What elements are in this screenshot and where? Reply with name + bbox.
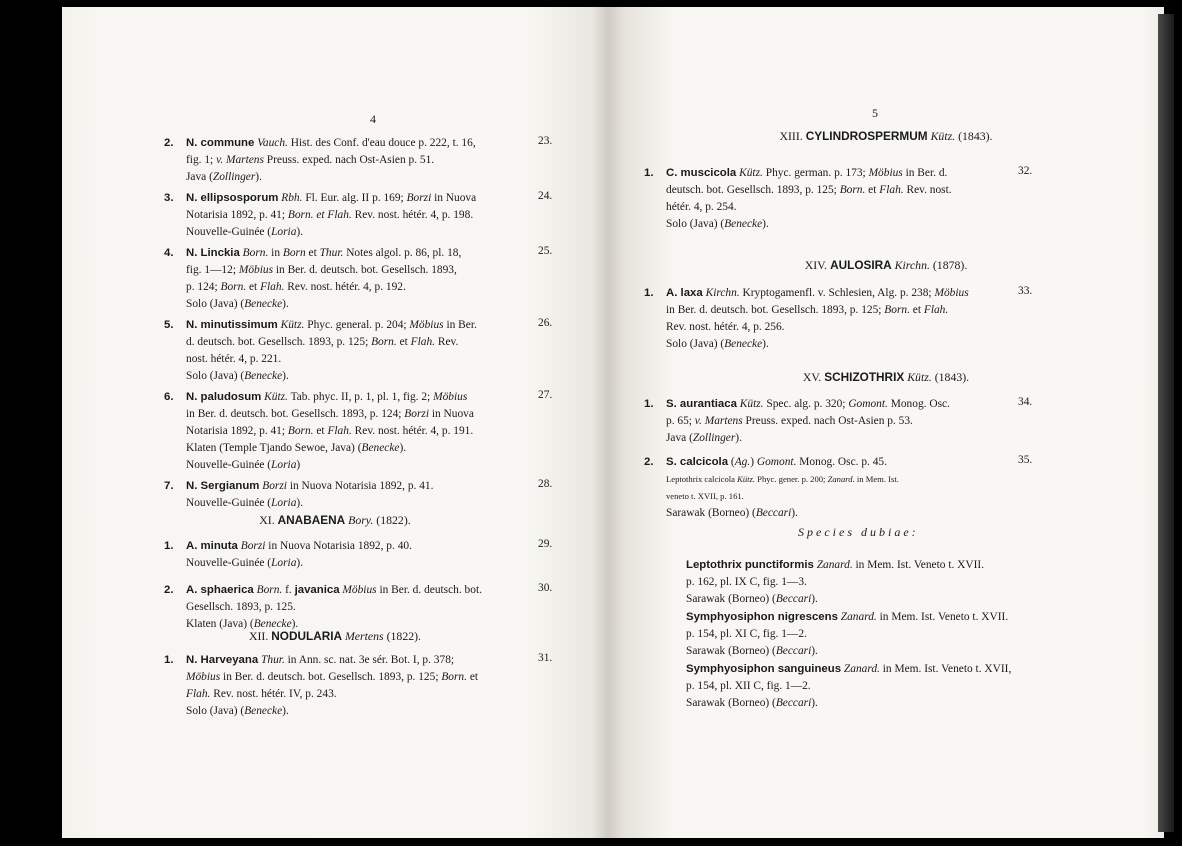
citation-text: Notarisia 1892, p. 41;	[186, 209, 288, 221]
citation-text: in Ber. d. deutsch. bot.	[376, 584, 482, 596]
author-citation: v. Martens	[216, 154, 264, 166]
citation-text: Preuss. exped. nach Ost-Asien p. 53.	[742, 415, 913, 427]
author-citation: Born. et Flah.	[287, 209, 352, 221]
running-number: 23.	[538, 135, 553, 147]
citation-text: Klaten (Temple Tjando Sewoe, Java) (	[186, 442, 362, 454]
citation-text: in Mem. Ist. Veneto t. XVII,	[879, 663, 1012, 675]
section-title-xi: XI. ANABAENA Bory. (1822).	[259, 513, 411, 527]
book-edge-shadow	[1158, 14, 1174, 832]
citation-text: ).	[762, 218, 769, 230]
text-line	[186, 457, 474, 474]
species-entry	[644, 285, 969, 353]
author-citation: Benecke	[244, 298, 283, 310]
section-title-xiv: XIV. AULOSIRA Kirchn. (1878).	[804, 258, 968, 272]
citation-text: Sarawak (Borneo) (	[686, 593, 776, 605]
author-citation: Flah.	[186, 688, 211, 700]
author-citation: Beccari	[775, 645, 812, 657]
entry-body	[666, 285, 969, 353]
author-citation: Kütz.	[264, 391, 288, 403]
citation-text: in Nuova Notarisia 1892, p. 40.	[265, 540, 412, 552]
text-line	[686, 695, 1011, 712]
entry-number: 1.	[644, 287, 654, 299]
citation-text: Solo (Java) (	[666, 218, 725, 230]
author-citation: Möbius	[409, 319, 444, 331]
text-line	[186, 440, 474, 457]
text-line	[686, 661, 1011, 678]
citation-text: in Mem. Ist. Veneto t. XVII.	[852, 559, 985, 571]
entry-body	[186, 135, 476, 186]
entry-number: 1.	[164, 654, 174, 666]
running-number: 33.	[1018, 285, 1033, 297]
running-number: 32.	[1018, 165, 1033, 177]
citation-text: Phyc. gener. p. 200;	[755, 474, 828, 484]
citation-text: Rev. nost.	[903, 184, 952, 196]
species-entry	[164, 389, 474, 474]
running-number: 34.	[1018, 396, 1033, 408]
text-line	[186, 296, 461, 313]
author-citation: Zollinger	[692, 432, 736, 444]
author-citation: Born.	[839, 184, 866, 196]
text-line	[666, 216, 952, 233]
citation-text: )	[750, 456, 757, 468]
right-page	[608, 7, 1164, 838]
citation-text: (	[728, 456, 735, 468]
entry-number: 6.	[164, 391, 174, 403]
text-line	[186, 224, 476, 241]
text-line	[186, 245, 461, 262]
citation-text: et	[313, 425, 328, 437]
entry-number: 1.	[644, 167, 654, 179]
author-citation: Benecke	[244, 705, 283, 717]
running-number: 26.	[538, 317, 553, 329]
running-number: 29.	[538, 538, 553, 550]
text-line	[666, 302, 969, 319]
citation-text: in Ber. d. deutsch. bot. Gesellsch. 1893,	[273, 264, 457, 276]
text-line	[666, 199, 952, 216]
text-line	[186, 669, 478, 686]
author-citation: Möbius	[934, 287, 969, 299]
citation-text: in Ber. d.	[902, 167, 948, 179]
text-line	[186, 351, 477, 368]
author-citation: Zanard.	[840, 611, 877, 623]
citation-text: Rev. nost. hétér. 4, p. 191.	[351, 425, 474, 437]
text-line	[186, 207, 476, 224]
author-citation: Benecke	[724, 218, 763, 230]
running-number: 27.	[538, 389, 553, 401]
page-number: 4	[370, 112, 376, 126]
author-citation: Ag.	[734, 456, 751, 468]
text-line	[186, 616, 482, 633]
entry-body	[186, 389, 474, 474]
entry-body	[666, 165, 952, 233]
text-line	[666, 182, 952, 199]
citation-text: p. 65;	[666, 415, 695, 427]
species-entry	[164, 135, 476, 186]
citation-text: in Ann. sc. nat. 3e sér. Bot. I, p. 378;	[284, 654, 455, 666]
text-line	[686, 609, 1008, 626]
text-line	[186, 279, 461, 296]
citation-text: Java (	[186, 171, 213, 183]
author-citation: Borzi	[240, 540, 266, 552]
author-citation: Flah.	[327, 425, 352, 437]
author-citation: Loria	[271, 497, 297, 509]
text-line	[186, 495, 433, 512]
author-citation: Kirchn.	[705, 287, 740, 299]
citation-text: Tab. phyc. II, p. 1, pl. 1, fig. 2;	[287, 391, 434, 403]
entry-number: 4.	[164, 247, 174, 259]
text-line	[186, 152, 476, 169]
citation-text: ).	[762, 338, 769, 350]
left-page	[62, 7, 608, 838]
author-citation: Vauch.	[257, 137, 288, 149]
citation-text: Solo (Java) (	[666, 338, 725, 350]
citation-text: Sarawak (Borneo) (	[666, 507, 756, 519]
text-line	[186, 703, 478, 720]
text-line	[666, 488, 899, 505]
author-citation: Beccari	[775, 697, 812, 709]
citation-text: Rev. nost. hétér. 4, p. 256.	[666, 321, 785, 333]
citation-text: Leptothrix calcicola	[666, 474, 738, 484]
text-line	[666, 336, 969, 353]
species-entry	[164, 538, 412, 572]
entry-body	[186, 582, 482, 633]
author-citation: Loria	[271, 226, 297, 238]
author-citation: Born	[282, 247, 306, 259]
taxon-name: N. Sergianum	[186, 480, 260, 492]
entry-body	[186, 538, 412, 572]
citation-text: et	[246, 281, 261, 293]
citation-text: ).	[255, 171, 262, 183]
citation-text: ).	[791, 507, 798, 519]
entry-body	[186, 652, 478, 720]
entry-number: 2.	[644, 456, 654, 468]
citation-text: Phyc. german. p. 173;	[762, 167, 869, 179]
taxon-name: N. minutissimum	[186, 319, 278, 331]
citation-text: Rev.	[435, 336, 459, 348]
citation-text: in Mem. Ist. Veneto t. XVII.	[876, 611, 1009, 623]
dubious-species-entry	[686, 661, 1011, 712]
species-entry	[164, 190, 477, 241]
taxon-name: Symphyosiphon sanguineus	[686, 663, 842, 675]
citation-text: Preuss. exped. nach Ost-Asien p. 51.	[263, 154, 435, 166]
citation-text: ).	[296, 497, 304, 509]
section-title-xii: XII. NODULARIA Mertens (1822).	[248, 629, 422, 643]
author-citation: Thur.	[261, 654, 285, 666]
author-citation: Loria	[271, 459, 297, 471]
author-citation: v. Martens	[694, 415, 743, 427]
taxon-name: A. minuta	[186, 540, 238, 552]
text-line	[666, 454, 899, 471]
author-citation: Flah.	[410, 336, 436, 348]
citation-text: ).	[399, 442, 407, 454]
text-line	[666, 430, 950, 447]
citation-text: et	[396, 336, 411, 348]
citation-text: Rev. nost. hétér. 4, p. 198.	[351, 209, 474, 221]
text-line	[686, 643, 1008, 660]
citation-text: p. 154, pl. XI C, fig. 1—2.	[686, 628, 807, 640]
species-entry	[644, 454, 899, 522]
text-line	[186, 538, 412, 555]
taxon-name: S. aurantiaca	[666, 398, 737, 410]
text-line	[186, 190, 476, 207]
taxon-name: A. laxa	[666, 287, 703, 299]
entry-body	[186, 245, 461, 313]
text-line	[186, 582, 482, 599]
citation-text: Phyc. general. p. 204;	[304, 319, 410, 331]
text-line	[686, 557, 984, 574]
citation-text: fig. 1—12;	[186, 264, 239, 276]
author-citation: Möbius	[238, 264, 274, 276]
text-line	[186, 555, 412, 572]
author-citation: Flah.	[879, 184, 904, 196]
entry-number: 1.	[164, 540, 174, 552]
text-line	[186, 423, 474, 440]
author-citation: Born.	[242, 247, 269, 259]
author-citation: Borzi	[404, 408, 429, 420]
taxon-name: A. sphaerica	[186, 584, 254, 596]
citation-text: f.	[282, 584, 295, 596]
text-line	[186, 652, 478, 669]
citation-text: et	[305, 247, 320, 259]
citation-text: in	[268, 247, 283, 259]
page-number: 5	[872, 106, 878, 120]
taxon-name: N. ellipsosporum	[186, 192, 279, 204]
citation-text: et	[909, 304, 924, 316]
author-citation: Rbh.	[281, 192, 303, 204]
author-citation: Borzi	[406, 192, 432, 204]
citation-text: Klaten (Java) (	[186, 618, 254, 630]
text-line	[666, 396, 950, 413]
text-line	[186, 406, 474, 423]
citation-text: Sarawak (Borneo) (	[686, 645, 776, 657]
citation-text: in Nuova Notarisia 1892, p. 41.	[286, 480, 434, 492]
citation-text: ).	[735, 432, 742, 444]
author-citation: Born.	[287, 425, 314, 437]
author-citation: Möbius	[186, 671, 221, 683]
taxon-name: javanica	[294, 584, 340, 596]
citation-text: in Ber. d. deutsch. bot. Gesellsch. 1893, p. 125;	[220, 671, 442, 683]
citation-text: Notarisia 1892, p. 41;	[186, 425, 288, 437]
taxon-name: Leptothrix punctiformis	[686, 559, 814, 571]
citation-text: ).	[811, 697, 818, 709]
author-citation: Loria	[271, 557, 297, 569]
text-line	[666, 505, 899, 522]
species-entry	[164, 652, 479, 720]
citation-text: veneto t. XVII, p. 161.	[666, 491, 744, 501]
author-citation: Zanard.	[816, 559, 853, 571]
entry-body	[186, 478, 433, 512]
citation-text: ).	[296, 557, 304, 569]
citation-text: Rev. nost. hétér. IV, p. 243.	[210, 688, 337, 700]
author-citation: Möbius	[433, 391, 468, 403]
author-citation: Born.	[371, 336, 397, 348]
author-citation: Flah.	[260, 281, 285, 293]
text-line	[186, 334, 477, 351]
running-number: 25.	[538, 245, 553, 257]
dubious-species-entry	[686, 609, 1008, 660]
author-citation: Born.	[441, 671, 467, 683]
text-line	[666, 413, 950, 430]
citation-text: d. deutsch. bot. Gesellsch. 1893, p. 125;	[186, 336, 372, 348]
running-number: 30.	[538, 582, 553, 594]
citation-text: et	[865, 184, 880, 196]
author-citation: Kütz.	[280, 319, 305, 331]
citation-text: Nouvelle-Guinée (	[186, 497, 272, 509]
citation-text: Gesellsch. 1893, p. 125.	[186, 601, 296, 613]
citation-text: Java (	[666, 432, 693, 444]
running-number: 35.	[1018, 454, 1033, 466]
citation-text: Kryptogamenfl. v. Schlesien, Alg. p. 238;	[739, 287, 935, 299]
section-title-xiii: XIII. CYLINDROSPERMUM Kütz. (1843).	[779, 129, 993, 143]
citation-text: Solo (Java) (	[186, 370, 245, 382]
taxon-name: S. calcicola	[666, 456, 729, 468]
entry-number: 1.	[644, 398, 654, 410]
citation-text: deutsch. bot. Gesellsch. 1893, p. 125;	[666, 184, 840, 196]
text-line	[186, 478, 433, 495]
citation-text: hétér. 4, p. 254.	[666, 201, 737, 213]
author-citation: Kütz.	[739, 398, 764, 410]
citation-text: Monog. Osc.	[887, 398, 950, 410]
citation-text: ).	[811, 593, 818, 605]
author-citation: Thur.	[319, 247, 344, 259]
taxon-name: N. paludosum	[186, 391, 262, 403]
taxon-name: N. Linckia	[186, 247, 240, 259]
author-citation: Zanard.	[827, 474, 855, 484]
author-citation: Flah.	[923, 304, 949, 316]
author-citation: Zanard.	[843, 663, 880, 675]
text-line	[686, 591, 984, 608]
citation-text: Monog. Osc. p. 45.	[796, 456, 887, 468]
author-citation: Born.	[884, 304, 910, 316]
taxon-name: C. muscicola	[666, 167, 737, 179]
citation-text: p. 154, pl. XII C, fig. 1—2.	[686, 680, 811, 692]
text-line	[186, 169, 476, 186]
citation-text: Sarawak (Borneo) (	[686, 697, 776, 709]
entry-number: 3.	[164, 192, 174, 204]
author-citation: Born.	[256, 584, 283, 596]
text-line	[186, 686, 478, 703]
citation-text: Solo (Java) (	[186, 705, 245, 717]
species-dubiae-heading: Species dubiae:	[798, 525, 919, 539]
taxon-name: Symphyosiphon nigrescens	[686, 611, 838, 623]
species-entry	[164, 478, 434, 512]
author-citation: Benecke	[361, 442, 400, 454]
entry-body	[186, 190, 476, 241]
entry-body	[186, 317, 477, 385]
running-number: 24.	[538, 190, 553, 202]
running-number: 31.	[538, 652, 553, 664]
author-citation: Zollinger	[212, 171, 256, 183]
citation-text: Fl. Eur. alg. II p. 169;	[302, 192, 407, 204]
entry-number: 2.	[164, 584, 174, 596]
entry-number: 7.	[164, 480, 174, 492]
citation-text: Nouvelle-Guinée (	[186, 226, 272, 238]
citation-text: in Ber. d. deutsch. bot. Gesellsch. 1893, p. 125;	[666, 304, 885, 316]
citation-text: Nouvelle-Guinée (	[186, 459, 272, 471]
citation-text: ).	[296, 226, 304, 238]
author-citation: Born.	[220, 281, 247, 293]
entry-number: 5.	[164, 319, 174, 331]
section-title-xv: XV. SCHIZOTHRIX Kütz. (1843).	[802, 370, 970, 384]
citation-text: in Ber. d. deutsch. bot. Gesellsch. 1893, p. 124;	[186, 408, 405, 420]
citation-text: fig. 1;	[186, 154, 217, 166]
citation-text: Nouvelle-Guinée (	[186, 557, 272, 569]
citation-text: in Nuova	[431, 192, 477, 204]
author-citation: Kütz.	[739, 167, 763, 179]
citation-text: ).	[282, 298, 289, 310]
citation-text: Notes algol. p. 86, pl. 18,	[343, 247, 462, 259]
entry-body	[666, 396, 950, 447]
text-line	[186, 135, 476, 152]
text-line	[186, 389, 474, 406]
citation-text: et	[466, 671, 479, 683]
citation-text: nost. hétér. 4, p. 221.	[186, 353, 282, 365]
text-line	[186, 317, 477, 334]
citation-text: ).	[282, 705, 289, 717]
citation-text: p. 124;	[186, 281, 221, 293]
author-citation: Gomont.	[848, 398, 888, 410]
author-citation: Benecke	[253, 618, 292, 630]
taxon-name: N. commune	[186, 137, 255, 149]
text-line	[186, 368, 477, 385]
text-line	[686, 626, 1008, 643]
text-line	[666, 319, 969, 336]
text-line	[666, 165, 952, 182]
entry-number: 2.	[164, 137, 174, 149]
citation-text: in Nuova	[428, 408, 474, 420]
author-citation: Benecke	[724, 338, 763, 350]
author-citation: Gomont.	[756, 456, 797, 468]
text-line	[186, 599, 482, 616]
author-citation: Beccari	[755, 507, 792, 519]
citation-text: in Mem. Ist.	[854, 474, 899, 484]
citation-text: ).	[811, 645, 818, 657]
running-number: 28.	[538, 478, 553, 490]
taxon-name: N. Harveyana	[186, 654, 259, 666]
species-entry	[164, 245, 462, 313]
species-entry	[164, 582, 482, 633]
citation-text: Spec. alg. p. 320;	[763, 398, 849, 410]
species-entry	[644, 165, 952, 233]
author-citation: Benecke	[244, 370, 283, 382]
text-line	[666, 471, 899, 488]
text-line	[666, 285, 969, 302]
species-entry	[164, 317, 477, 385]
citation-text: Solo (Java) (	[186, 298, 245, 310]
author-citation: Kütz.	[737, 474, 756, 484]
author-citation: Möbius	[342, 584, 377, 596]
author-citation: Borzi	[262, 480, 287, 492]
text-line	[686, 574, 984, 591]
author-citation: Möbius	[868, 167, 903, 179]
text-line	[686, 678, 1011, 695]
species-entry	[644, 396, 950, 447]
citation-text: ).	[291, 618, 299, 630]
citation-text: Rev. nost. hétér. 4, p. 192.	[284, 281, 406, 293]
citation-text: p. 162, pl. IX C, fig. 1—3.	[686, 576, 807, 588]
entry-body	[666, 454, 899, 522]
citation-text: in Ber.	[443, 319, 477, 331]
citation-text: ).	[282, 370, 289, 382]
citation-text: )	[296, 459, 301, 471]
dubious-species-entry	[686, 557, 984, 608]
citation-text: Hist. des Conf. d'eau douce p. 222, t. 16,	[287, 137, 476, 149]
text-line	[186, 262, 461, 279]
author-citation: Beccari	[775, 593, 812, 605]
